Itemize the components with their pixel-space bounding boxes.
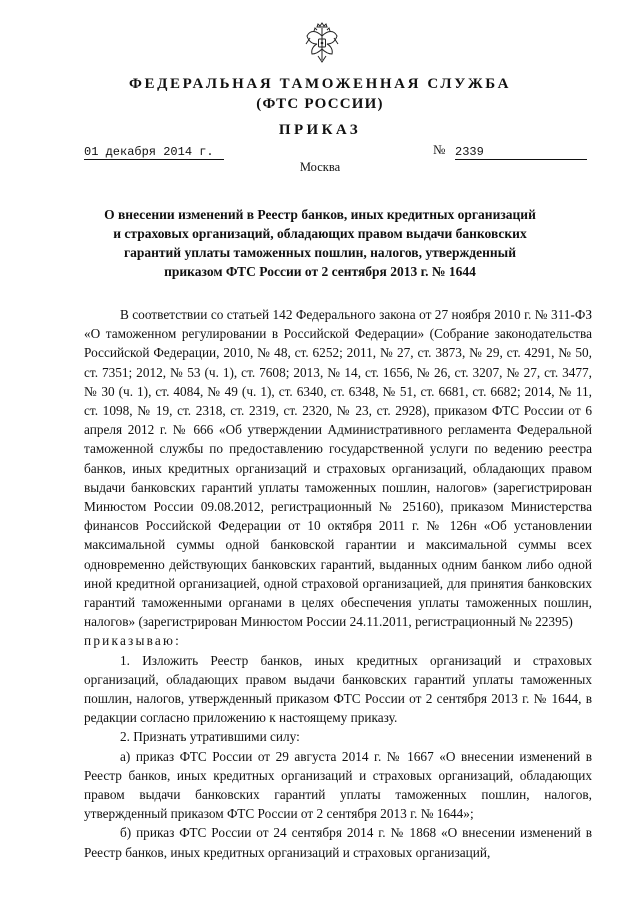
document-type: ПРИКАЗ xyxy=(278,122,362,138)
order-date: 01 декабря 2014 г. xyxy=(84,145,224,160)
item-1: 1. Изложить Реестр банков, иных кредитных организаций и страховых организаций, обладающих правом выдачи банковских гарантий уплаты таможенных пошлин, налогов, утвержденный приказом ФТС России от 2 сентября 2013 г. № 1644, в редакции согласно приложению к настоящему приказу. xyxy=(84,652,592,726)
order-number: 2339 xyxy=(455,145,587,160)
number-sign: № xyxy=(433,142,446,157)
document-title: О внесении изменений в Реестр банков, иных кредитных организаций и страховых организаций, обладающих правом выдачи банковских гарантий уплаты таможенных пошлин, налогов, утвержденный приказом ФТС России от 2 сентября 2013 г. № 1644 xyxy=(104,207,536,279)
item-2a: а) приказ ФТС России от 29 августа 2014 г. № 1667 «О внесении изменений в Реестр банков, иных кредитных организаций и страховых организаций, обладающих правом выдачи банковских гарантий уплаты таможенных пошлин, налогов, утвержденный приказом ФТС России от 2 сентября 2013 г. № 1644»; xyxy=(84,748,592,822)
preamble-text: В соответствии со статьей 142 Федерального закона от 27 ноября 2010 г. № 311-ФЗ «О таможенном регулировании в Российской Федерации» (Собрание законодательства Российской Федерации, 2010, № 48, ст. 6252; 2011, № 27, ст. 3873, № 29, ст. 4291, № 50, ст. 7351; 2012, № 53 (ч. 1), ст. 7608; 2013, № 14, ст. 1656, № 26, ст. 3207, № 27, ст. 3477, № 30 (ч. 1), ст. 4084, № 49 (ч. 1), ст. 6340, ст. 6348, № 51, ст. 6681, ст. 6682; 2014, № 11, ст. 1098, № 19, ст. 2318, ст. 2319, ст. 2320, № 23, ст. 2928), приказом ФТС России от 6 апреля 2012 г. № 666 «Об утверждении Административного регламента Федеральной таможенной службы по предоставлению государственной услуги по ведению реестра банков, иных кредитных организаций и страховых организаций, обладающих правом выдачи банковских гарантий уплаты таможенных пошлин, налогов» (зарегистрирован Минюстом России 09.08.2012, регистрационный № 25160), приказом Министерства финансов Российской Федерации от 10 октября 2011 г. № 126н «Об установлении максимальной суммы одной банковской гарантии и максимальной суммы всех одновременно действующих банковских гарантий, выданных одним банком либо одной иной кредитной организацией, одной страховой организацией, для принятия банковских гарантий таможенными органами в целях обеспечения уплаты таможенных пошлин, налогов» (зарегистрирован Минюстом России 24.11.2011, регистрационный № 22395) xyxy=(84,307,592,630)
agency-abbreviation: (ФТС РОССИИ) xyxy=(256,96,384,112)
order-word-paragraph xyxy=(84,631,592,650)
document-body xyxy=(84,305,592,862)
coat-of-arms-icon xyxy=(304,22,340,66)
item-2: 2. Признать утратившими силу: xyxy=(120,729,300,745)
order-word: приказываю: xyxy=(84,633,182,649)
item-2b: б) приказ ФТС России от 24 сентября 2014 г. № 1868 «О внесении изменений в Реестр банков, иных кредитных организаций и страховых организаций, xyxy=(84,825,592,860)
preamble-paragraph xyxy=(84,305,592,631)
agency-name: ФЕДЕРАЛЬНАЯ ТАМОЖЕННАЯ СЛУЖБА xyxy=(128,76,512,92)
city: Москва xyxy=(299,160,341,174)
